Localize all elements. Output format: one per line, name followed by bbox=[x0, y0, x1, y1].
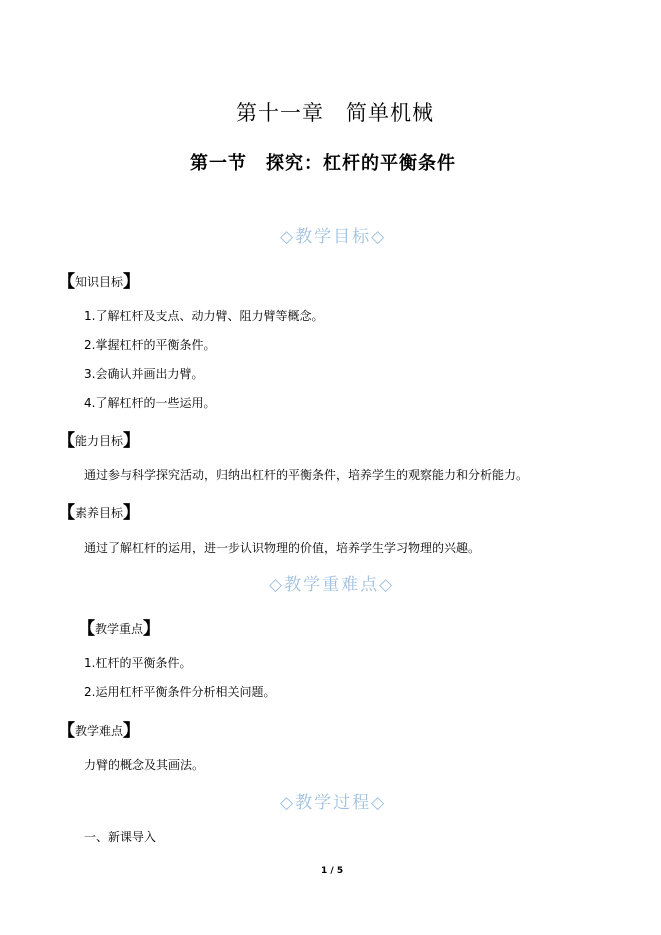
tag-key-point: 【教学重点】 bbox=[78, 619, 161, 639]
tag-label: 知识目标 bbox=[75, 275, 124, 289]
list-item: 2.运用杠杆平衡条件分析相关问题。 bbox=[84, 685, 276, 699]
tag-difficulty: 【教学难点】 bbox=[58, 721, 141, 741]
page-number: 1 / 5 bbox=[321, 866, 344, 876]
list-item: 1.杠杆的平衡条件。 bbox=[84, 656, 192, 670]
ability-text: 通过参与科学探究活动，归纳出杠杆的平衡条件，培养学生的观察能力和分析能力。 bbox=[84, 468, 529, 482]
heading-objectives: ◇教学目标◇ bbox=[280, 227, 387, 247]
list-item: 1.了解杠杆及支点、动力臂、阻力臂等概念。 bbox=[84, 309, 324, 323]
heading-process: ◇教学过程◇ bbox=[280, 793, 387, 813]
tag-label: 教学重点 bbox=[95, 622, 144, 636]
heading-key-points: ◇教学重难点◇ bbox=[269, 575, 395, 595]
tag-label: 能力目标 bbox=[75, 434, 124, 448]
tag-label: 教学难点 bbox=[75, 724, 124, 738]
list-item: 2.掌握杠杆的平衡条件。 bbox=[84, 338, 216, 352]
list-item: 4.了解杠杆的一些运用。 bbox=[84, 396, 216, 410]
tag-knowledge-objective: 【知识目标】 bbox=[58, 272, 141, 292]
tag-ability-objective: 【能力目标】 bbox=[58, 431, 141, 451]
tag-label: 素养目标 bbox=[75, 506, 124, 520]
chapter-title: 第十一章 简单机械 bbox=[236, 101, 434, 125]
tag-literacy-objective: 【素养目标】 bbox=[58, 503, 141, 523]
literacy-text: 通过了解杠杆的运用，进一步认识物理的价值，培养学生学习物理的兴趣。 bbox=[84, 541, 481, 555]
section-title: 第一节 探究：杠杆的平衡条件 bbox=[190, 153, 456, 174]
list-item: 3.会确认并画出力臂。 bbox=[84, 367, 204, 381]
difficulty-text: 力臂的概念及其画法。 bbox=[84, 758, 205, 772]
process-first-step: 一、新课导入 bbox=[84, 830, 157, 844]
